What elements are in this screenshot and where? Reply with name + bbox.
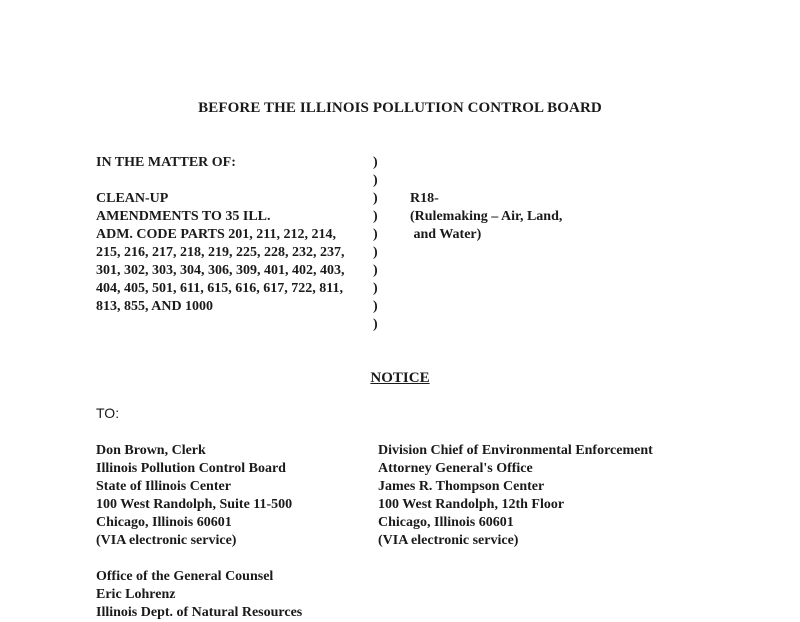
caption-paren: ) — [373, 263, 378, 278]
addressee-line: Division Chief of Environmental Enforcement — [378, 443, 653, 458]
addressee-line: Eric Lohrenz — [96, 587, 176, 602]
caption-paren: ) — [373, 155, 378, 170]
caption-paren: ) — [373, 281, 378, 296]
caption-left-line: 813, 855, AND 1000 — [96, 299, 214, 314]
caption-left-line: AMENDMENTS TO 35 ILL. — [96, 209, 271, 224]
docket-number: R18- — [410, 191, 439, 206]
caption-left-line: IN THE MATTER OF: — [96, 155, 236, 170]
rulemaking-type-line: (Rulemaking – Air, Land, — [410, 209, 563, 224]
addressee-line: Illinois Pollution Control Board — [96, 461, 286, 476]
addressee-block-attorney-general — [378, 442, 653, 550]
rulemaking-type-line: and Water) — [410, 227, 482, 242]
caption-paren: ) — [373, 317, 378, 332]
caption-paren: ) — [373, 173, 378, 188]
caption-paren: ) — [373, 209, 378, 224]
addressee-line: Chicago, Illinois 60601 — [378, 515, 514, 530]
addressee-block-clerk — [96, 442, 292, 550]
addressee-line: 100 West Randolph, Suite 11-500 — [96, 497, 293, 512]
caption-paren: ) — [373, 245, 378, 260]
addressee-block-natural-resources — [96, 568, 302, 622]
to-label: TO: — [96, 405, 120, 421]
caption-left-line: ADM. CODE PARTS 201, 211, 212, 214, — [96, 227, 336, 242]
caption-left-block — [96, 154, 345, 316]
caption-left-line: 404, 405, 501, 611, 615, 616, 617, 722, 811, — [96, 281, 343, 296]
notice-title — [0, 370, 800, 387]
caption-paren: ) — [373, 191, 378, 206]
addressee-line: Illinois Dept. of Natural Resources — [96, 605, 303, 620]
caption-paren: ) — [373, 299, 378, 314]
addressee-line: State of Illinois Center — [96, 479, 231, 494]
notice-title-text: NOTICE — [370, 370, 430, 386]
document-heading: BEFORE THE ILLINOIS POLLUTION CONTROL BOARD — [198, 100, 602, 116]
addressee-line: (VIA electronic service) — [378, 533, 519, 548]
caption-parentheses-column — [373, 154, 378, 334]
addressee-line: Attorney General's Office — [378, 461, 533, 476]
caption-right-block — [410, 190, 562, 244]
caption-left-spacer — [96, 172, 345, 190]
caption-left-line: CLEAN-UP — [96, 191, 169, 206]
addressee-line: 100 West Randolph, 12th Floor — [378, 497, 565, 512]
addressee-line: James R. Thompson Center — [378, 479, 545, 494]
caption-paren: ) — [373, 227, 378, 242]
addressee-line: (VIA electronic service) — [96, 533, 237, 548]
caption-left-line: 215, 216, 217, 218, 219, 225, 228, 232, 237, — [96, 245, 345, 260]
caption-left-line: 301, 302, 303, 304, 306, 309, 401, 402, 403, — [96, 263, 345, 278]
addressee-line: Don Brown, Clerk — [96, 443, 206, 458]
addressee-line: Chicago, Illinois 60601 — [96, 515, 232, 530]
addressee-line: Office of the General Counsel — [96, 569, 274, 584]
